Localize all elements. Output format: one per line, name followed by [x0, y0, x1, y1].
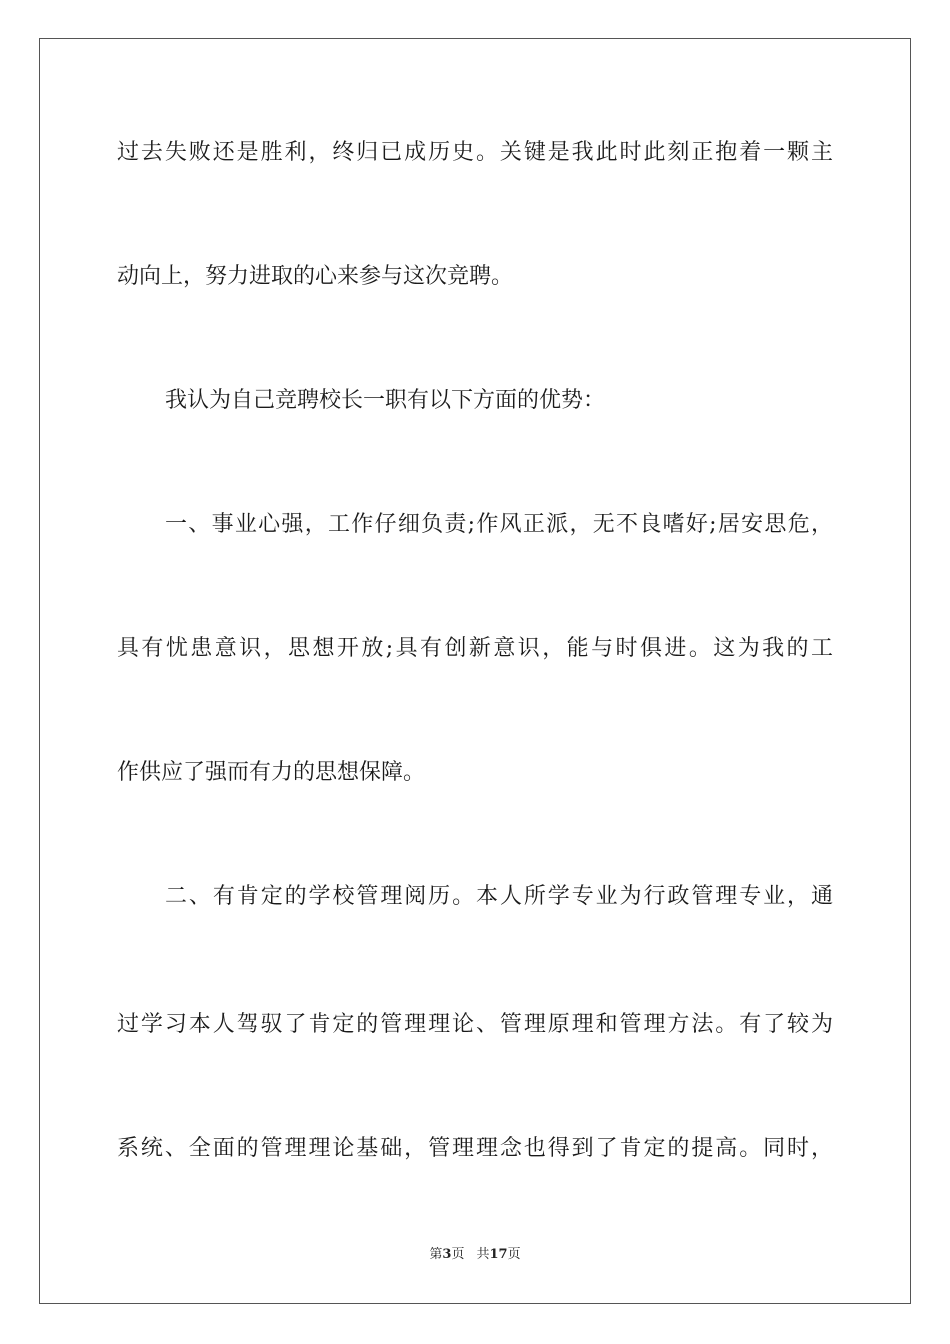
paragraph-line-3: 我认为自己竞聘校长一职有以下方面的优势：	[165, 388, 606, 413]
paragraph-line-6: 作供应了强而有力的思想保障。	[117, 760, 426, 785]
footer-page-current: 3	[442, 1247, 452, 1262]
footer-page-suffix: 页	[451, 1247, 465, 1262]
paragraph-line-2: 动向上，努力进取的心来参与这次竞聘。	[117, 264, 514, 289]
paragraph-line-4: 一、事业心强，工作仔细负责;作风正派，无不良嗜好;居安思危，	[165, 512, 833, 537]
paragraph-line-7: 二、有肯定的学校管理阅历。本人所学专业为行政管理专业，通	[165, 884, 833, 909]
footer-total-suffix: 页	[507, 1247, 521, 1262]
footer-page-prefix: 第	[429, 1247, 443, 1262]
paragraph-line-1: 过去失败还是胜利，终归已成历史。关键是我此时此刻正抱着一颗主	[117, 140, 833, 165]
page-border	[39, 38, 911, 1304]
paragraph-line-8: 过学习本人驾驭了肯定的管理理论、管理原理和管理方法。有了较为	[117, 1012, 833, 1037]
paragraph-line-5: 具有忧患意识，思想开放;具有创新意识，能与时俱进。这为我的工	[117, 636, 833, 661]
page-footer	[0, 1246, 950, 1264]
footer-page-total: 17	[489, 1247, 508, 1262]
paragraph-line-9: 系统、全面的管理理论基础，管理理念也得到了肯定的提高。同时，	[117, 1136, 833, 1161]
footer-total-prefix: 共	[476, 1247, 490, 1262]
